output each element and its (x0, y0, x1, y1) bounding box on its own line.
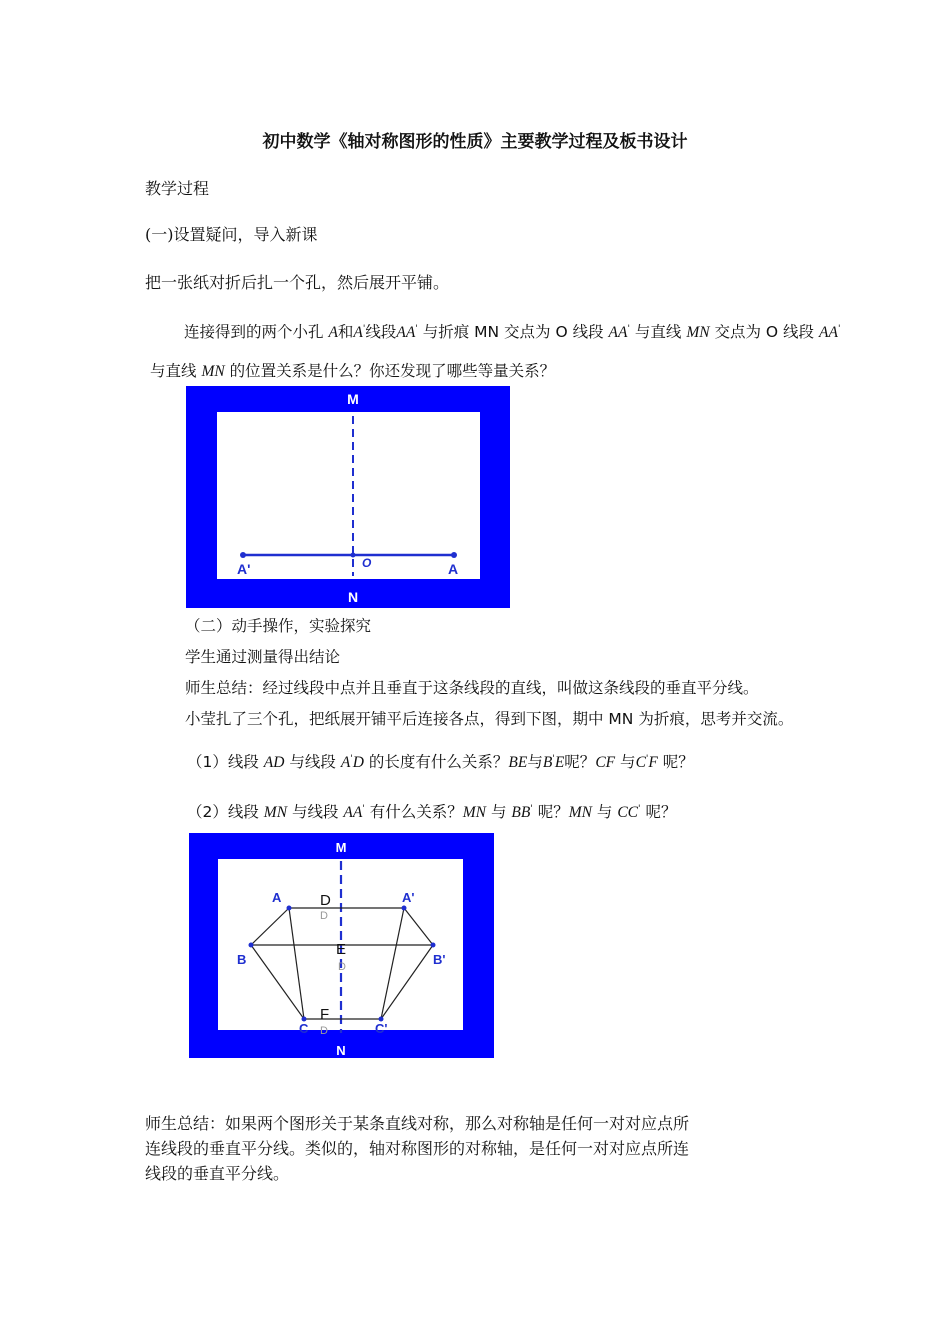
summary-2-line3: 线段的垂直平分线。 (145, 1164, 290, 1183)
step2-text: 学生通过测量得出结论 (185, 648, 341, 666)
section-heading: 教学过程 (145, 179, 210, 198)
question-1: （1）线段 AD 与线段 A'D 的长度有什么关系？BE与B'E呢？CF 与C'F 呢？ (187, 753, 694, 771)
label-a-prime: A' (402, 890, 415, 905)
figure-1 (186, 386, 510, 608)
figure-2 (189, 833, 494, 1058)
label-d-ghost: D (320, 910, 328, 922)
label-a: A (272, 890, 282, 905)
summary-2-line1: 师生总结：如果两个图形关于某条直线对称，那么对称轴是任何一对对应点所 (145, 1114, 690, 1133)
label-c-prime: C' (375, 1021, 388, 1036)
point-a (451, 552, 457, 558)
label-a-prime: A' (237, 561, 251, 577)
point-a (287, 906, 292, 911)
summary-1: 师生总结：经过线段中点并且垂直于这条线段的直线，叫做这条线段的垂直平分线。 (185, 679, 759, 697)
label-c: C (299, 1021, 309, 1036)
summary-2-line2: 连线段的垂直平分线。类似的，轴对称图形的对称轴，是任何一对对应点所连 (145, 1139, 690, 1158)
label-a: A (448, 561, 459, 577)
point-b-prime (431, 943, 436, 948)
question-2: （2）线段 MN 与线段 AA' 有什么关系？MN 与 BB' 呢？MN 与 CC' 呢？ (187, 803, 677, 821)
label-m: M (347, 391, 359, 407)
label-m: M (335, 840, 347, 855)
page-title: 初中数学《轴对称图形的性质》主要教学过程及板书设计 (262, 132, 688, 152)
step1-text: 把一张纸对折后扎一个孔，然后展开平铺。 (145, 273, 450, 292)
label-n: N (336, 1043, 346, 1058)
point-a-prime (240, 552, 246, 558)
step2-heading: （二）动手操作，实验探究 (185, 617, 372, 635)
label-o: O (362, 556, 372, 570)
label-b-prime: B' (433, 952, 446, 967)
question-intro-line1: 连接得到的两个小孔 A和A'线段AA' 与折痕 MN 交点为 O 线段 AA' 与直线 MN 交点为 O 线段 AA' (184, 323, 841, 341)
label-d: D (320, 892, 331, 909)
label-e: E (336, 941, 347, 958)
step1-heading: (一)设置疑问，导入新课 (145, 225, 318, 244)
label-n: N (347, 589, 359, 605)
question-intro-line2: 与直线 MN 的位置关系是什么？你还发现了哪些等量关系？ (150, 362, 556, 380)
point-a-prime (402, 906, 407, 911)
label-d-ghost-2: D (338, 961, 346, 973)
label-d-ghost-3: D (320, 1025, 328, 1037)
task-text: 小莹扎了三个孔，把纸展开铺平后连接各点，得到下图，期中 MN 为折痕，思考并交流。 (185, 710, 794, 728)
label-b: B (237, 952, 247, 967)
label-f: F (320, 1006, 330, 1023)
point-b (249, 943, 254, 948)
point-o (351, 553, 356, 558)
